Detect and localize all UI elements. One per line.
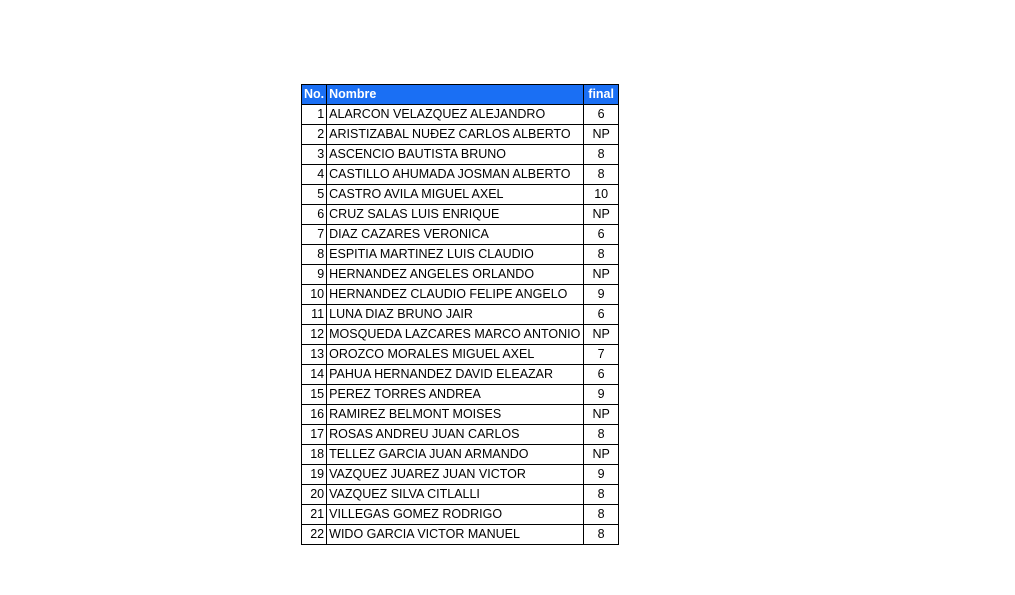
student-number: 1 [302,105,327,125]
student-number: 3 [302,145,327,165]
table-row [302,345,619,365]
final-grade: 8 [584,505,619,525]
student-name: VAZQUEZ SILVA CITLALLI [327,485,584,505]
student-number: 13 [302,345,327,365]
student-name: CASTILLO AHUMADA JOSMAN ALBERTO [327,165,584,185]
final-grade: NP [584,325,619,345]
final-grade: 8 [584,245,619,265]
student-number: 19 [302,465,327,485]
student-name: MOSQUEDA LAZCARES MARCO ANTONIO [327,325,584,345]
student-name: ESPITIA MARTINEZ LUIS CLAUDIO [327,245,584,265]
final-grade: 6 [584,225,619,245]
student-number: 15 [302,385,327,405]
table-row [302,245,619,265]
table-row [302,425,619,445]
final-grade: 8 [584,425,619,445]
table-row [302,365,619,385]
student-number: 10 [302,285,327,305]
table-row [302,325,619,345]
header-row [302,85,619,105]
final-grade: 9 [584,385,619,405]
student-name: ALARCON VELAZQUEZ ALEJANDRO [327,105,584,125]
table-row [302,385,619,405]
student-number: 18 [302,445,327,465]
header-final: final [584,85,619,105]
student-number: 21 [302,505,327,525]
student-name: PAHUA HERNANDEZ DAVID ELEAZAR [327,365,584,385]
final-grade: 8 [584,485,619,505]
student-name: ROSAS ANDREU JUAN CARLOS [327,425,584,445]
table-row [302,405,619,425]
table-row [302,105,619,125]
table-row [302,165,619,185]
final-grade: NP [584,205,619,225]
student-name: OROZCO MORALES MIGUEL AXEL [327,345,584,365]
student-name: RAMIREZ BELMONT MOISES [327,405,584,425]
header-nombre: Nombre [327,85,584,105]
final-grade: 6 [584,305,619,325]
student-number: 14 [302,365,327,385]
final-grade: 8 [584,145,619,165]
student-number: 4 [302,165,327,185]
table-header [302,85,619,105]
final-grade: 9 [584,285,619,305]
student-number: 6 [302,205,327,225]
student-name: WIDO GARCIA VICTOR MANUEL [327,525,584,545]
student-name: ASCENCIO BAUTISTA BRUNO [327,145,584,165]
table-row [302,285,619,305]
final-grade: 8 [584,525,619,545]
final-grade: NP [584,445,619,465]
student-number: 2 [302,125,327,145]
final-grade: 8 [584,165,619,185]
student-name: CASTRO AVILA MIGUEL AXEL [327,185,584,205]
table-row [302,225,619,245]
table-row [302,445,619,465]
student-number: 8 [302,245,327,265]
header-no: No. [302,85,327,105]
final-grade: 10 [584,185,619,205]
student-number: 16 [302,405,327,425]
final-grade: NP [584,265,619,285]
table-row [302,525,619,545]
table-row [302,145,619,165]
student-name: VAZQUEZ JUAREZ JUAN VICTOR [327,465,584,485]
student-name: ARISTIZABAL NUĐEZ CARLOS ALBERTO [327,125,584,145]
table-row [302,505,619,525]
final-grade: NP [584,125,619,145]
student-number: 11 [302,305,327,325]
student-name: DIAZ CAZARES VERONICA [327,225,584,245]
table-row [302,125,619,145]
table-row [302,205,619,225]
student-name: VILLEGAS GOMEZ RODRIGO [327,505,584,525]
student-name: HERNANDEZ ANGELES ORLANDO [327,265,584,285]
final-grade: 7 [584,345,619,365]
table-row [302,485,619,505]
table-row [302,185,619,205]
student-name: HERNANDEZ CLAUDIO FELIPE ANGELO [327,285,584,305]
student-name: LUNA DIAZ BRUNO JAIR [327,305,584,325]
student-number: 20 [302,485,327,505]
student-name: CRUZ SALAS LUIS ENRIQUE [327,205,584,225]
student-number: 17 [302,425,327,445]
final-grade: NP [584,405,619,425]
table-row [302,265,619,285]
final-grade: 6 [584,365,619,385]
student-number: 9 [302,265,327,285]
student-name: PEREZ TORRES ANDREA [327,385,584,405]
table-body [302,105,619,545]
student-number: 12 [302,325,327,345]
final-grade: 6 [584,105,619,125]
student-name: TELLEZ GARCIA JUAN ARMANDO [327,445,584,465]
student-number: 7 [302,225,327,245]
student-number: 22 [302,525,327,545]
grades-table [301,84,619,545]
final-grade: 9 [584,465,619,485]
table-row [302,305,619,325]
student-number: 5 [302,185,327,205]
table-row [302,465,619,485]
